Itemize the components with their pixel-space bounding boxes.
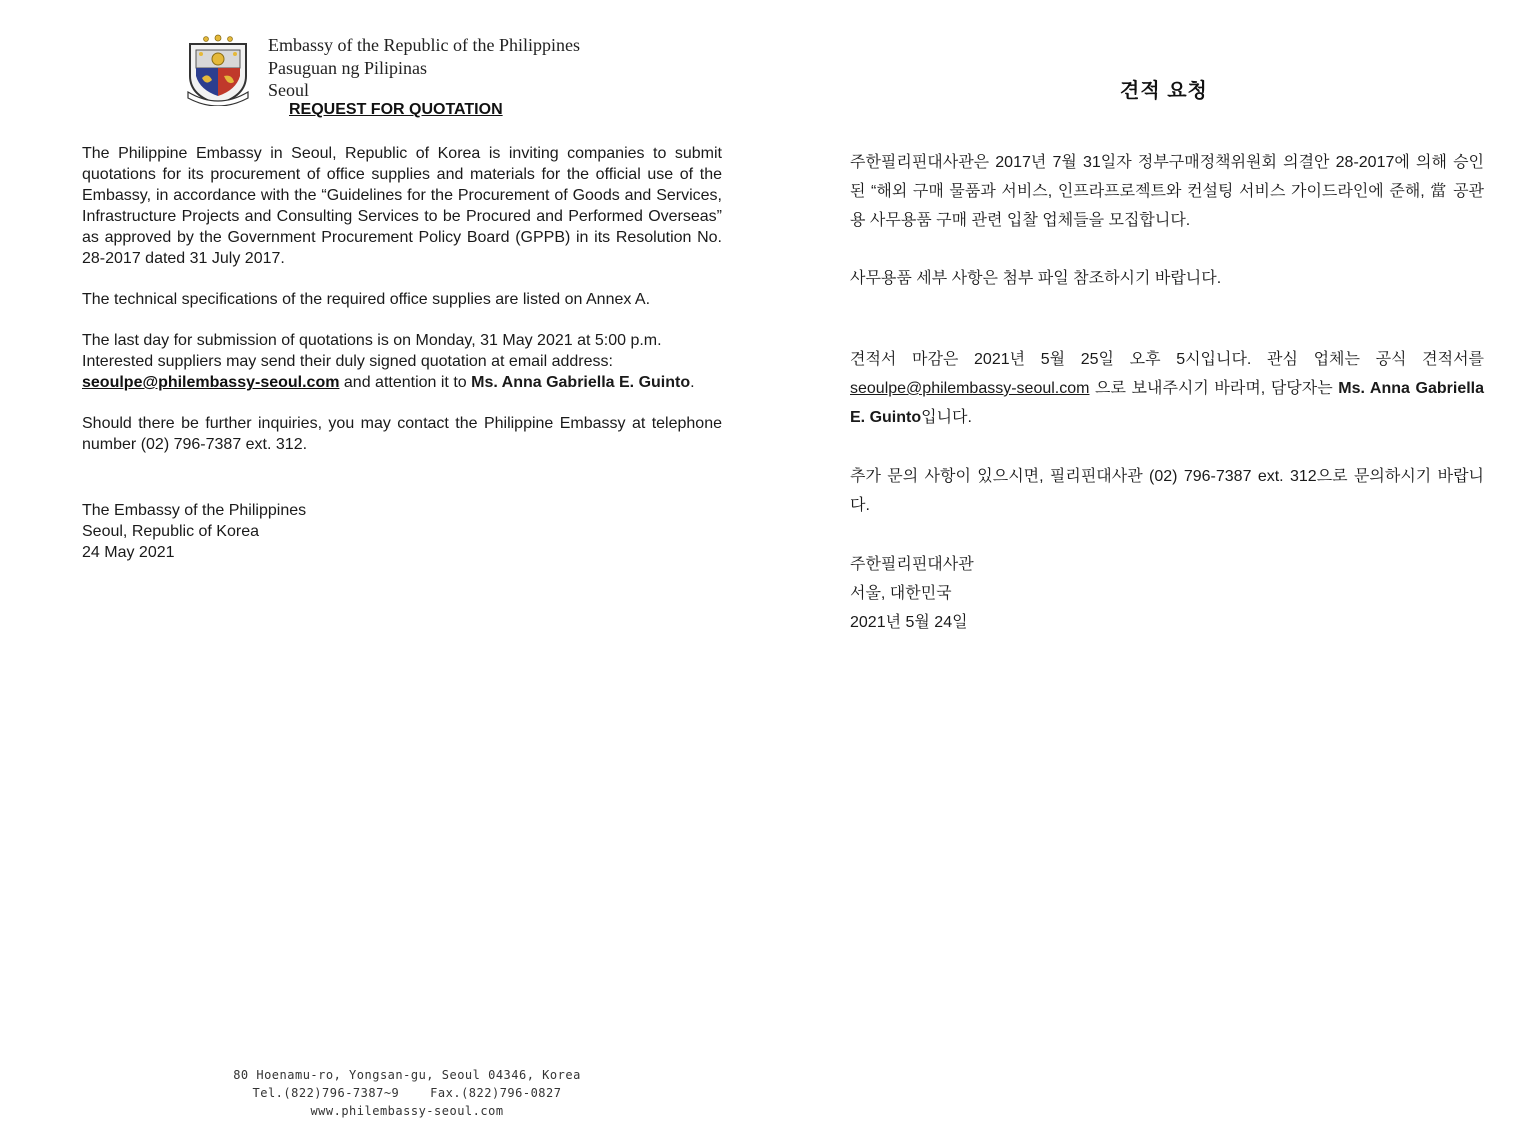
paragraph-deadline <box>82 330 722 393</box>
footer-address: 80 Hoenamu-ro, Yongsan-gu, Seoul 04346, Korea <box>233 1068 581 1082</box>
footer-website[interactable]: www.philembassy-seoul.com <box>310 1104 504 1118</box>
korean-signoff <box>850 550 974 637</box>
philippine-seal-icon <box>184 30 252 106</box>
signoff-line-1: The Embassy of the Philippines <box>82 502 307 519</box>
english-page <box>0 0 760 1142</box>
letterhead-line-1: Embassy of the Republic of the Philippines <box>268 35 580 55</box>
korean-contact-name: Ms. Anna Gabriella E. Guinto <box>850 380 1485 426</box>
korean-signoff-line-2: 서울, 대한민국 <box>850 585 952 602</box>
korean-send-text: 으로 보내주시기 바라며, 담당자는 <box>1089 380 1339 397</box>
korean-paragraph-invitation: 주한필리핀대사관은 2017년 7월 31일자 정부구매정책위원회 의결안 28-2017에 의해 승인된 “해외 구매 물품과 서비스, 인프라프로젝트와 컨설팅 서비스 가이드라인에 준해, 當 공관용 사무용품 구매 관련 입찰 업체들을 모집합니다. <box>850 154 1484 229</box>
letterhead-footer <box>229 1066 585 1120</box>
paragraph-inquiries: Should there be further inquiries, you may contact the Philippine Embassy at telephone number (02) 796-7387 ext. 312. <box>82 415 722 453</box>
korean-signoff-date: 2021년 5월 24일 <box>850 614 968 631</box>
send-line: Interested suppliers may send their duly signed quotation at email address: <box>82 353 613 370</box>
korean-end-text: 입니다. <box>921 409 972 426</box>
period: . <box>690 374 695 391</box>
signoff-date: 24 May 2021 <box>82 544 175 561</box>
english-body <box>82 143 722 475</box>
korean-email-link[interactable]: seoulpe@philembassy-seoul.com <box>850 380 1090 397</box>
letterhead-line-3: Seoul <box>268 80 310 100</box>
contact-name: Ms. Anna Gabriella E. Guinto <box>471 374 691 391</box>
korean-page <box>780 0 1538 1142</box>
korean-title: 견적 요청 <box>1120 80 1208 102</box>
letterhead-line-2: Pasuguan ng Pilipinas <box>268 57 428 78</box>
document-title: REQUEST FOR QUOTATION <box>289 101 503 118</box>
korean-signoff-line-1: 주한필리핀대사관 <box>850 556 974 573</box>
korean-paragraph-deadline <box>850 345 1484 432</box>
footer-phone: Tel.(822)796-7387~9 Fax.(822)796-0827 <box>252 1086 562 1100</box>
paragraph-invitation: The Philippine Embassy in Seoul, Republic of Korea is inviting companies to submit quotations for its procurement of office supplies and materials for the official use of the Embassy, in accordance with the “Guidelines for the Procurement of Goods and Services, Infrastructure Projects and Consulting Services to be Procured and Performed Overseas” as approved by the Government Procurement Policy Board (GPPB) in its Resolution No. 28-2017 dated 31 July 2017. <box>82 145 722 267</box>
korean-paragraph-inquiries: 추가 문의 사항이 있으시면, 필리핀대사관 (02) 796-7387 ext. 312으로 문의하시기 바랍니다. <box>850 468 1484 514</box>
letterhead <box>268 34 580 102</box>
email-link[interactable]: seoulpe@philembassy-seoul.com <box>82 374 340 391</box>
korean-paragraph-specifications: 사무용품 세부 사항은 첨부 파일 참조하시기 바랍니다. <box>850 270 1222 287</box>
deadline-line: The last day for submission of quotations is on Monday, 31 May 2021 at 5:00 p.m. <box>82 332 662 349</box>
signoff-line-2: Seoul, Republic of Korea <box>82 523 259 540</box>
korean-deadline-text: 견적서 마감은 2021년 5월 25일 오후 5시입니다. 관심 업체는 공식 견적서를 <box>850 351 1484 368</box>
english-signoff <box>82 500 306 563</box>
paragraph-specifications: The technical specifications of the required office supplies are listed on Annex A. <box>82 291 651 308</box>
attention-text: and attention it to <box>339 374 472 391</box>
